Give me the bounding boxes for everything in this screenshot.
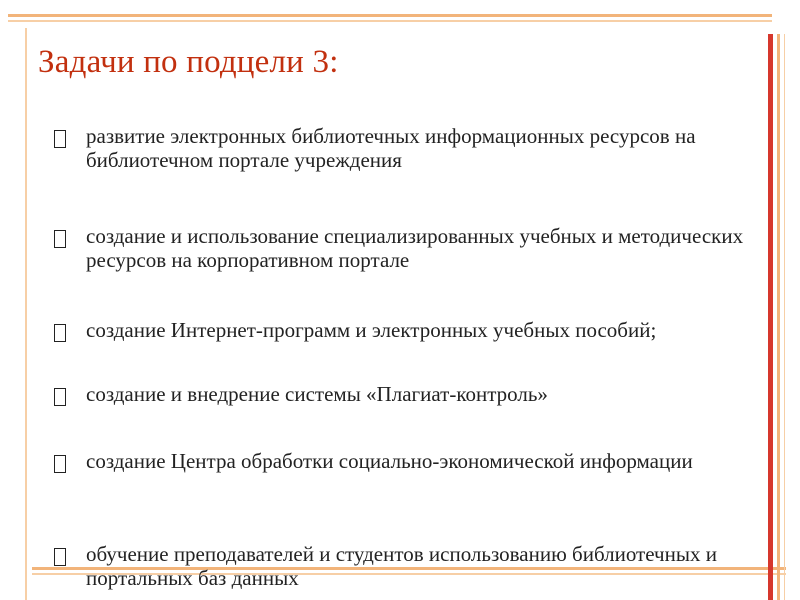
bullet-square-icon — [54, 324, 66, 342]
task-text: создание Центра обработки социально-экономической информации — [86, 449, 693, 473]
bullet-square-icon — [54, 130, 66, 148]
task-text: обучение преподавателей и студентов использованию библиотечных и портальных баз данных — [86, 542, 717, 590]
bullet-square-icon — [54, 388, 66, 406]
task-text: создание Интернет-программ и электронных учебных пособий; — [86, 318, 657, 342]
top-border-line — [8, 14, 772, 17]
right-accent-bar — [768, 34, 773, 600]
slide-title: Задачи по подцели 3: — [38, 44, 339, 80]
task-text: создание и внедрение системы «Плагиат-контроль» — [86, 382, 548, 406]
left-border-line — [25, 28, 27, 600]
right-accent-line — [777, 34, 780, 600]
top-border-line-thin — [8, 20, 772, 22]
task-text: развитие электронных библиотечных информационных ресурсов на библиотечном портале учреждения — [86, 124, 696, 172]
task-text: создание и использование специализированных учебных и методических ресурсов на корпоративном портале — [86, 224, 744, 272]
right-accent-line-thin — [784, 34, 785, 600]
bullet-square-icon — [54, 230, 66, 248]
bullet-square-icon — [54, 548, 66, 566]
bullet-square-icon — [54, 455, 66, 473]
